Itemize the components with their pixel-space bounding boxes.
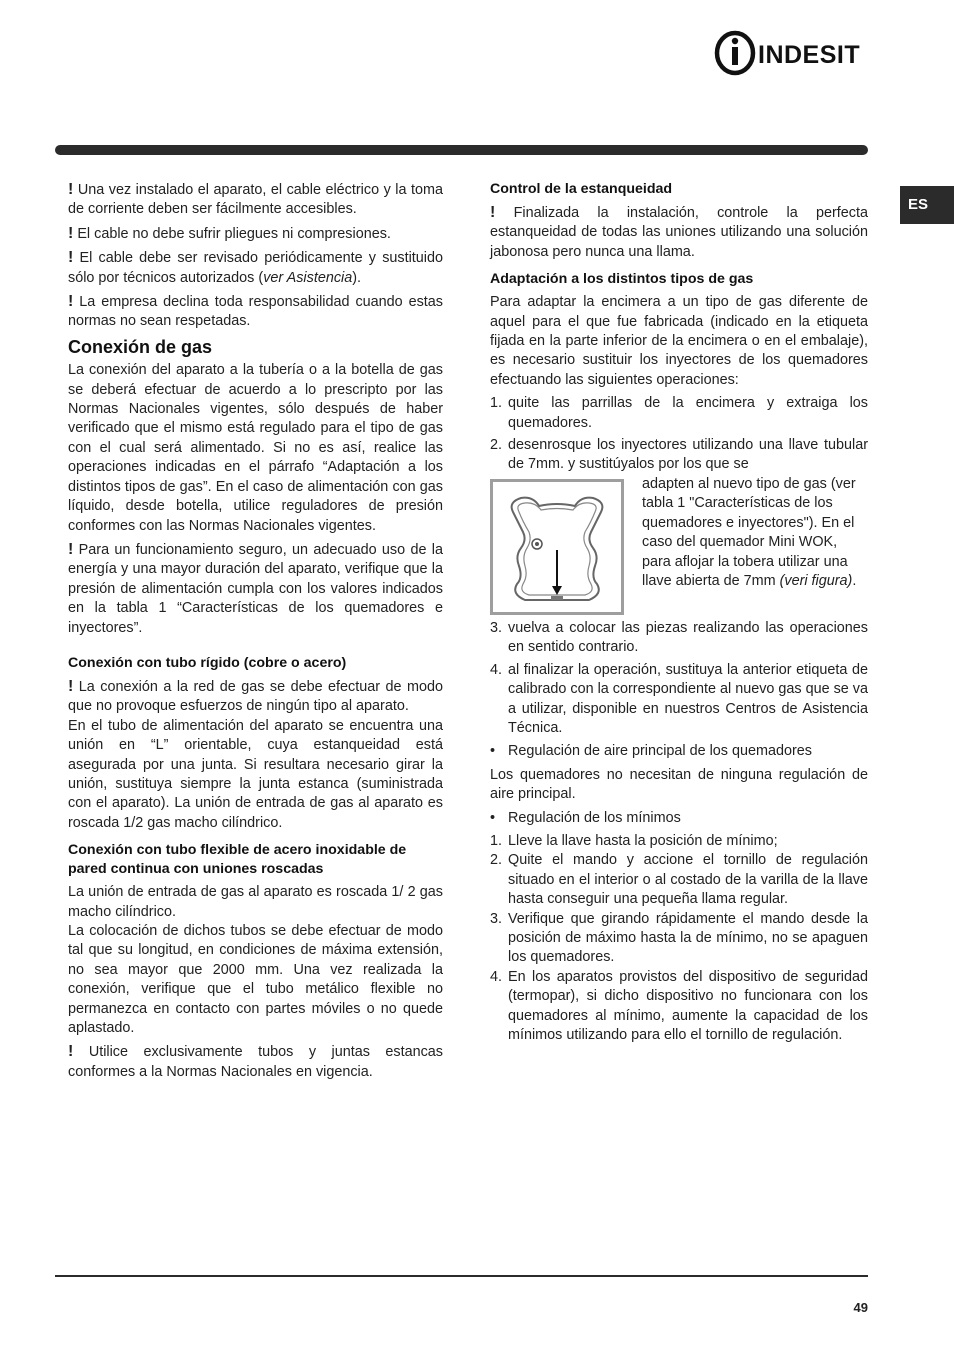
list-item: 4. En los aparatos provistos del dispositivo de seguridad (termopar), si dicho dispositivo no funcionara con los quemadores al mínimo, aumente la capacidad de los mínimos utilizando para ello el tornillo de regulación.: [490, 968, 868, 1043]
page-number: 49: [853, 1300, 868, 1315]
body-paragraph: La unión de entrada de gas al aparato es roscada 1/ 2 gas macho cilíndrico.: [68, 884, 443, 920]
warning-paragraph: ! Una vez instalado el aparato, el cable eléctrico y la toma de corriente deben ser fácilmente accesibles.: [68, 181, 444, 218]
warning-paragraph: ! Utilice exclusivamente tubos y juntas estancas conformes a la Normas Nacionales en vigencia.: [68, 1043, 443, 1080]
warning-icon: !: [68, 293, 74, 311]
warning-paragraph: ! La empresa declina toda responsabilidad cuando estas normas no sean respetadas.: [68, 293, 443, 330]
bullet-item: • Regulación de aire principal de los quemadores: [490, 742, 868, 761]
bullet-item: • Regulación de los mínimos: [490, 809, 868, 828]
warning-paragraph: ! Para un funcionamiento seguro, un adecuado uso de la energía y una mayor duración del aparato, verifique que la presión de alimentación cumpla con los valores indicados en la tabla 1 “Características de los quemadores e inyectores”.: [68, 540, 444, 636]
warning-icon: !: [68, 540, 74, 558]
subheading-flexible-tube: Conexión con tubo flexible de acero inoxidable de pared continua con uniones roscadas: [68, 842, 407, 878]
body-paragraph: La conexión del aparato a la tubería o a la botella de gas se deberá efectuar de acuerdo a lo prescripto por las Normas Nacionales vigentes, sólo después de haber verificado que el mismo está regulado para el tipo de gas con el cual será alimentado. Si no es así, realice las operaciones indicadas en el párrafo “Adaptación a los distintos tipos de gas”. En el caso de alimentación con gas líquido, desde botella, utilice reguladores de presión conformes con las Normas Nacionales vigentes.: [68, 362, 443, 534]
body-paragraph: Para adaptar la encimera a un tipo de gas diferente de aquel para el que fue fabricada (indicado en la etiqueta fijada en la parte inferior de la encimera o en el embalaje), es necesario sustituir los inyectores de los quemadores efectuando las siguientes operaciones:: [490, 294, 868, 388]
left-column: [68, 180, 443, 1086]
subheading-leak-check: Control de la estanqueidad: [490, 181, 673, 197]
warning-icon: !: [68, 181, 74, 198]
body-paragraph: Los quemadores no necesitan de ninguna regulación de aire principal.: [490, 766, 868, 803]
warning-icon: !: [68, 677, 74, 695]
list-item: 4. al finalizar la operación, sustituya la anterior etiqueta de calibrado con la correspondiente al nuevo gas que se va a utilizar, disponible en nuestros Centros de Asistencia Técnica.: [490, 661, 869, 736]
warning-icon: !: [68, 249, 74, 267]
list-item: 3. vuelva a colocar las piezas realizando las operaciones en sentido contrario.: [490, 619, 868, 656]
list-item-continuation: adapten al nuevo tipo de gas (ver tabla 1 "Características de los quemadores e inyectores"). En el caso del quemador Mini WOK, para aflojar la tobera utilizar una llave abierta de 7mm (veri figura).: [642, 475, 857, 589]
language-tab: ES: [900, 186, 954, 224]
bullet-icon: •: [490, 743, 496, 760]
subheading-rigid-tube: Conexión con tubo rígido (cobre o acero): [68, 654, 347, 671]
burner-injector-figure: [490, 479, 624, 615]
assistance-reference: ver Asistencia: [263, 269, 353, 286]
warning-paragraph: ! El cable no debe sufrir pliegues ni compresiones.: [68, 224, 391, 242]
list-item: 2. Quite el mando y accione el tornillo de regulación situado en el interior o al costado de la varilla de la llave hasta conseguir una pequeña llama regular.: [490, 852, 868, 908]
section-heading-gas-connection: Conexión de gas: [68, 336, 213, 357]
warning-paragraph: ! El cable debe ser revisado periódicamente y sustituido sólo por técnicos autorizados (ver Asistencia).: [68, 249, 444, 286]
bottom-divider: [55, 1275, 868, 1277]
figure-block: [490, 475, 868, 619]
right-column: [490, 180, 868, 1045]
figure-reference: (veri figura): [779, 572, 853, 589]
warning-icon: !: [490, 204, 496, 221]
warning-paragraph: ! La conexión a la red de gas se debe efectuar de modo que no provoque esfuerzos de ningún tipo al aparato.: [68, 677, 443, 715]
list-item: 2. desenrosque los inyectores utilizando una llave tubular de 7mm. y sustitúyalos por los que se: [490, 437, 868, 473]
warning-icon: !: [68, 1043, 74, 1061]
subheading-gas-adaptation: Adaptación a los distintos tipos de gas: [490, 271, 754, 288]
top-divider: [55, 145, 868, 155]
body-paragraph: En el tubo de alimentación del aparato se encuentra una unión en “L” orientable, cuya estanqueidad está asegurada por una junta. Si resultara necesario girar la unión, sustituya siempre la junta estanca (suministrada con el aparato). La unión de entrada de gas al aparato es roscada 1/2 gas macho cilíndrico.: [68, 717, 443, 831]
bullet-icon: •: [490, 809, 496, 826]
list-item: 1. quite las parrillas de la encimera y extraiga los quemadores.: [490, 395, 868, 431]
body-paragraph: La colocación de dichos tubos se debe efectuar de modo tal que su longitud, en condiciones de máxima extensión, no sea mayor que 2000 mm. Una vez realizada la conexión, verifique que el tubo metálico flexible no permanezca en contacto con partes móviles o no quede aplastado.: [68, 923, 443, 1037]
list-item: 1. Lleve la llave hasta la posición de mínimo;: [490, 832, 778, 849]
brand-name: INDESIT: [758, 41, 861, 69]
warning-icon: !: [68, 224, 74, 242]
indesit-logo: [714, 30, 870, 76]
list-item: 3. Verifique que girando rápidamente el mando desde la posición de máximo hasta la de mínimo, no se apaguen los quemadores.: [490, 910, 868, 966]
warning-paragraph: ! Finalizada la instalación, controle la perfecta estanqueidad de todas las uniones utilizando una solución jabonosa pero nunca una llama.: [490, 204, 868, 260]
